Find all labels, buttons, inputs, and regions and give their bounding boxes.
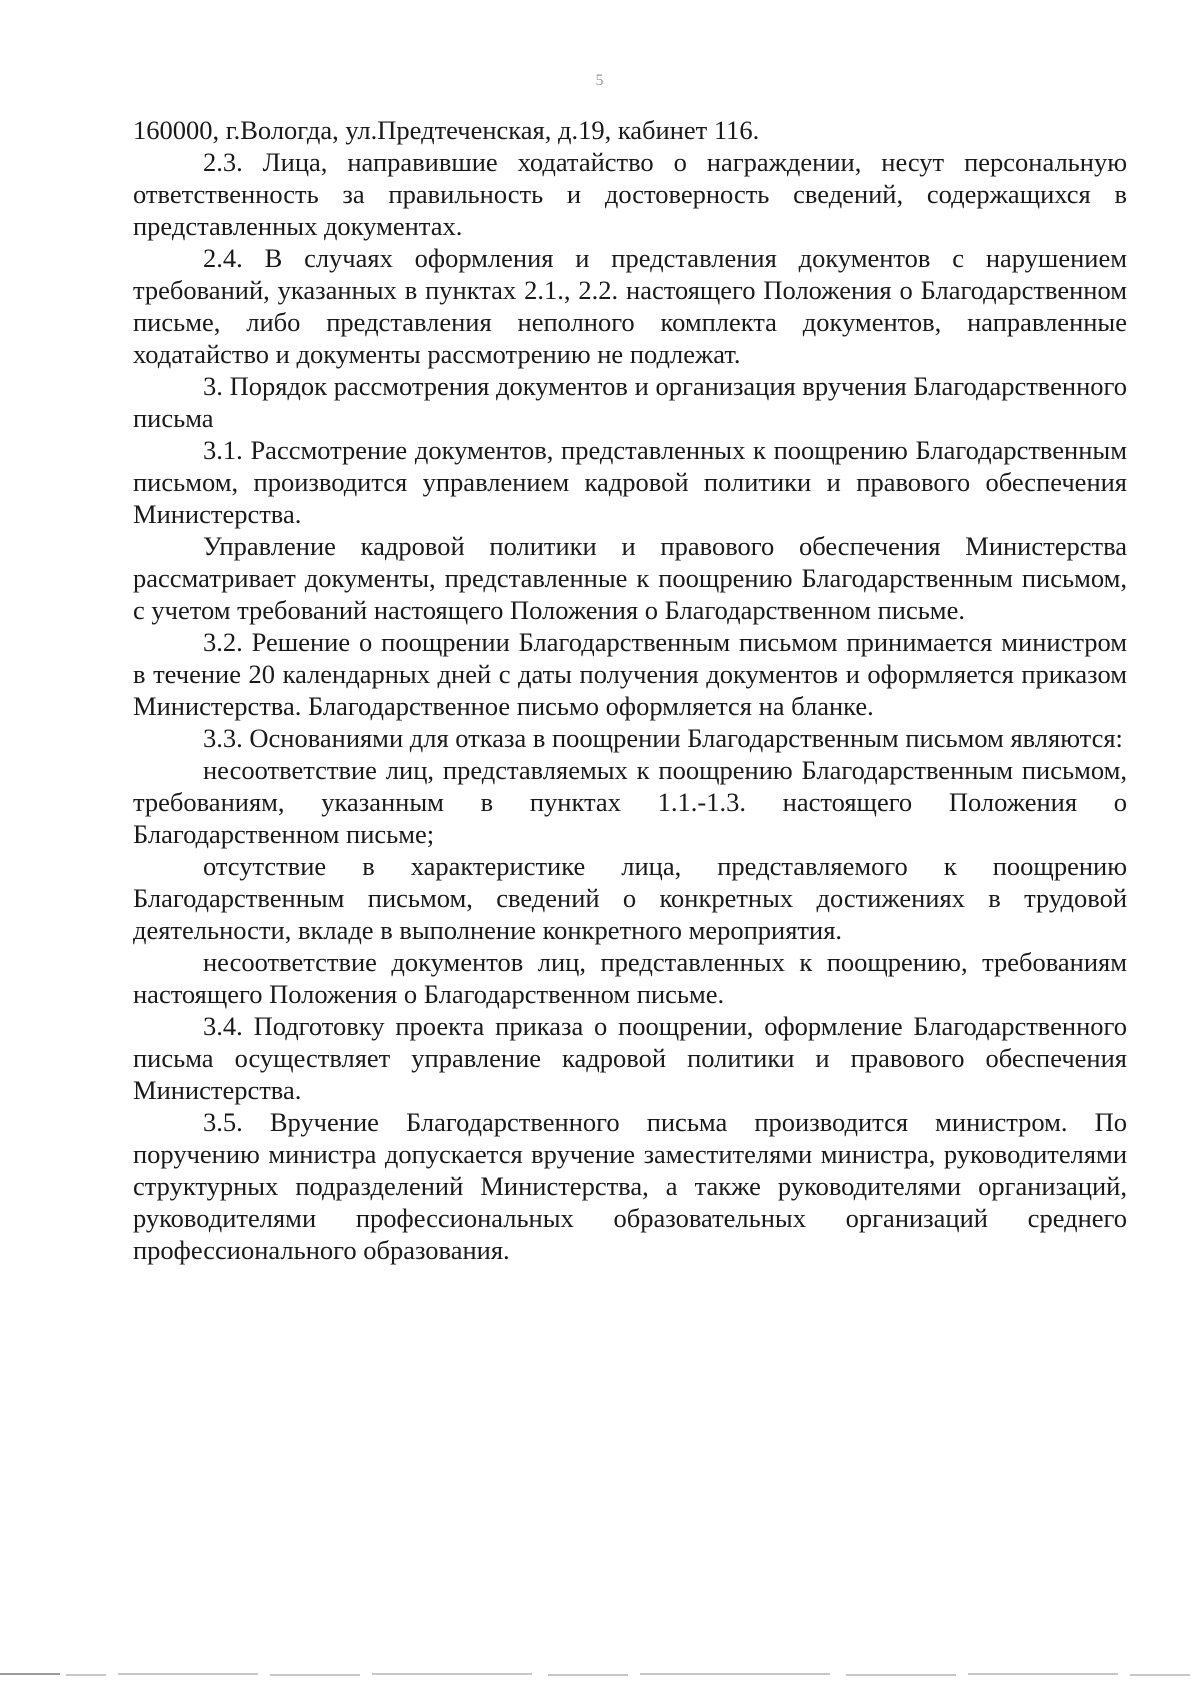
paragraph-3-4: 3.4. Подготовку проекта приказа о поощрении, оформление Благодарственного письма осуществляет управление кадровой политики и правового обеспечения Министерства. (133, 1011, 1127, 1105)
refusal-ground-2: отсутствие в характеристике лица, представляемого к поощрению Благодарственным письмом, сведений о конкретных достижениях в трудовой деятельности, вкладе в выполнение конкретного мероприятия. (133, 851, 1127, 945)
refusal-ground-1: несоответствие лиц, представляемых к поощрению Благодарственным письмом, требованиям, указанным в пунктах 1.1.-1.3. настоящего Положения о Благодарственном письме; (133, 755, 1127, 849)
paragraph-3-2: 3.2. Решение о поощрении Благодарственным письмом принимается министром в течение 20 календарных дней с даты получения документов и оформляется приказом Министерства. Благодарственное письмо оформляется на бланке. (133, 627, 1127, 721)
document-body (133, 114, 1127, 1266)
refusal-ground-3: несоответствие документов лиц, представленных к поощрению, требованиям настоящего Положения о Благодарственном письме. (133, 947, 1127, 1009)
paragraph-3-1: 3.1. Рассмотрение документов, представленных к поощрению Благодарственным письмом, производится управлением кадровой политики и правового обеспечения Министерства. (133, 435, 1127, 529)
paragraph-3-3: 3.3. Основаниями для отказа в поощрении Благодарственным письмом являются: (203, 723, 1123, 753)
paragraph-3-5: 3.5. Вручение Благодарственного письма производится министром. По поручению министра допускается вручение заместителями министра, руководителями структурных подразделений Министерства, а также руководителями организаций, руководителями профессиональных образовательных организаций среднего профессионального образования. (133, 1107, 1127, 1265)
paragraph-3-1-continued: Управление кадровой политики и правового обеспечения Министерства рассматривает документы, представленные к поощрению Благодарственным письмом, с учетом требований настоящего Положения о Благодарственном письме. (133, 531, 1127, 625)
paragraph-2-4: 2.4. В случаях оформления и представления документов с нарушением требований, указанных в пунктах 2.1., 2.2. настоящего Положения о Благодарственном письме, либо представления неполного комплекта документов, направленные ходатайство и документы рассмотрению не подлежат. (133, 243, 1127, 369)
address-line: 160000, г.Вологда, ул.Предтеченская, д.19, кабинет 116. (133, 115, 760, 145)
page-number: 5 (595, 72, 605, 89)
paragraph-2-3: 2.3. Лица, направившие ходатайство о награждении, несут персональную ответственность за правильность и достоверность сведений, содержащихся в представленных документах. (133, 147, 1127, 241)
section-3-heading: 3. Порядок рассмотрения документов и организация вручения Благодарственного письма (133, 371, 1127, 433)
